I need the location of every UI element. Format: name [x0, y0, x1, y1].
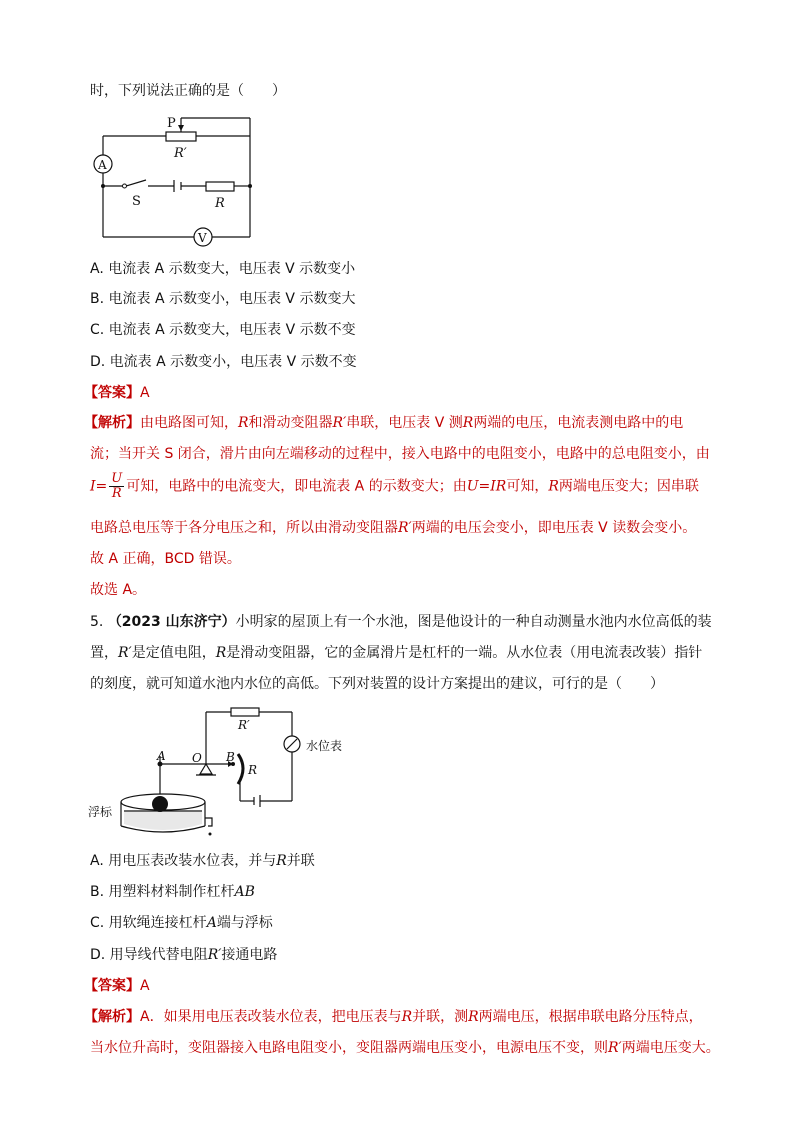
q4-option-b: B. 电流表 A 示数变小，电压表 V 示数变大 [90, 291, 356, 307]
question-4-stem-tail: 时，下列说法正确的是（ ） [90, 83, 286, 99]
symbol-R-prime: R′ [332, 415, 347, 431]
symbol-R: R [462, 415, 474, 431]
question-number: 5. [90, 614, 104, 630]
q4-analysis-line-2: 流；当开关 S 闭合，滑片由向左端移动的过程中，接入电路中的电阻变小，电路中的总电阻变小，由 [90, 446, 710, 462]
text: 可知， [506, 478, 549, 495]
symbol-R: R [468, 1009, 479, 1025]
text: A. 用电压表改装水位表，并与 [90, 853, 277, 869]
symbol-R-prime: R′ [398, 520, 412, 536]
q4-answer [84, 383, 150, 403]
formula-U-IR: U=IR [466, 478, 507, 495]
text: 串联，电压表 V 测 [346, 415, 463, 431]
symbol-R: R [548, 478, 559, 495]
analysis-tag: 【解析】 [84, 415, 140, 431]
label-R-prime: R′ [174, 146, 187, 161]
float-label: 浮标 [88, 805, 113, 819]
label-S: S [132, 194, 141, 209]
text: 是滑动变阻器，它的金属滑片是杠杆的一端。从水位表（用电流表改装）指针 [226, 645, 703, 661]
q5-option-c [90, 913, 273, 933]
text: 两端的电压会变小，即电压表 V 读数会变小。 [411, 520, 697, 536]
q5-stem-line-2 [90, 643, 702, 663]
q5-option-b [90, 882, 255, 902]
text: 小明家的屋顶上有一个水池，图是他设计的一种自动测量水池内水位高低的装 [235, 614, 712, 630]
q5-stem-line-1 [90, 612, 712, 632]
device-label-O: O [192, 751, 202, 765]
text: 并联，测 [412, 1009, 469, 1025]
text: 接通电路 [221, 947, 278, 963]
q5-stem-line-3: 的刻度，就可知道水池内水位的高低。下列对装置的设计方案提出的建议，可行的是（ ） [90, 676, 664, 692]
fraction-numerator: U [111, 471, 123, 486]
text: 当水位升高时，变阻器接入电路电阻变小，变阻器两端电压变小，电源电压不变，则 [90, 1040, 608, 1056]
text: D. 用导线代替电阻 [90, 947, 208, 963]
text: 由电路图可知， [140, 415, 238, 431]
text: 置， [90, 645, 118, 661]
symbol-R: R [401, 1009, 413, 1025]
text: 电路总电压等于各分电压之和，所以由滑动变阻器 [90, 520, 398, 536]
label-R: R [215, 196, 225, 211]
text: 端与浮标 [216, 915, 273, 931]
text: B. 用塑料材料制作杠杆 [90, 884, 235, 900]
q5-analysis-line-2 [90, 1038, 720, 1058]
symbol-R-prime: R′ [608, 1040, 622, 1056]
q5-analysis-line-1 [84, 1007, 703, 1027]
answer-value: A [140, 385, 150, 401]
device-label-R-prime: R′ [238, 718, 250, 732]
symbol-R-prime: R′ [118, 645, 132, 661]
answer-tag: 【答案】 [84, 385, 140, 401]
text: C. 用软绳连接杠杆 [90, 915, 207, 931]
q4-analysis-line-5: 故 A 正确，BCD 错误。 [90, 551, 241, 567]
water-level-device-diagram [88, 698, 343, 846]
ammeter-label: A [98, 158, 107, 172]
label-P: P [167, 116, 176, 131]
device-label-B: B [226, 750, 235, 764]
q4-option-c: C. 电流表 A 示数变大，电压表 V 示数不变 [90, 322, 356, 338]
text: 两端电压，根据串联电路分压特点， [478, 1009, 703, 1025]
fraction-denominator: R [111, 486, 122, 501]
fraction-U-over-R [109, 472, 124, 501]
symbol-I: I [90, 478, 96, 495]
text: 两端的电压，电流表测电路中的电 [473, 415, 684, 431]
text: 两端电压变大；因串联 [558, 478, 699, 495]
text: 两端电压变大。 [621, 1040, 720, 1056]
symbol-R-prime: R′ [207, 947, 222, 963]
q5-option-a [90, 851, 315, 871]
q4-option-d: D. 电流表 A 示数变小，电压表 V 示数不变 [90, 354, 357, 370]
q5-option-d [90, 945, 277, 965]
symbol-AB: AB [234, 884, 255, 900]
text: 和滑动变阻器 [248, 415, 333, 431]
q4-analysis-line-6: 故选 A。 [90, 582, 147, 598]
voltmeter-label: V [198, 231, 207, 245]
symbol-R: R [215, 645, 227, 661]
answer-value: A [140, 978, 150, 994]
q4-analysis-line-1 [84, 413, 683, 433]
text: 并联 [286, 853, 315, 869]
text: A．如果用电压表改装水位表，把电压表与 [140, 1009, 402, 1025]
question-source: （2023 山东济宁） [107, 614, 236, 630]
answer-tag: 【答案】 [84, 978, 140, 994]
text: 可知，电路中的电流变大，即电流表 A 的示数变大；由 [126, 478, 467, 495]
meter-label: 水位表 [306, 739, 343, 753]
symbol-R: R [276, 853, 287, 869]
q4-analysis-line-4 [90, 518, 696, 538]
q4-option-a: A. 电流表 A 示数变大，电压表 V 示数变小 [90, 261, 356, 277]
symbol-R: R [238, 415, 249, 431]
circuit-diagram-1 [88, 110, 263, 250]
device-label-R: R [248, 763, 258, 777]
equals-sign: = [95, 478, 108, 495]
symbol-A: A [206, 915, 217, 931]
q4-analysis-line-3 [90, 472, 699, 501]
text: 是定值电阻， [131, 645, 216, 661]
q5-answer [84, 976, 150, 996]
device-label-A: A [157, 749, 166, 763]
analysis-tag: 【解析】 [84, 1009, 140, 1025]
